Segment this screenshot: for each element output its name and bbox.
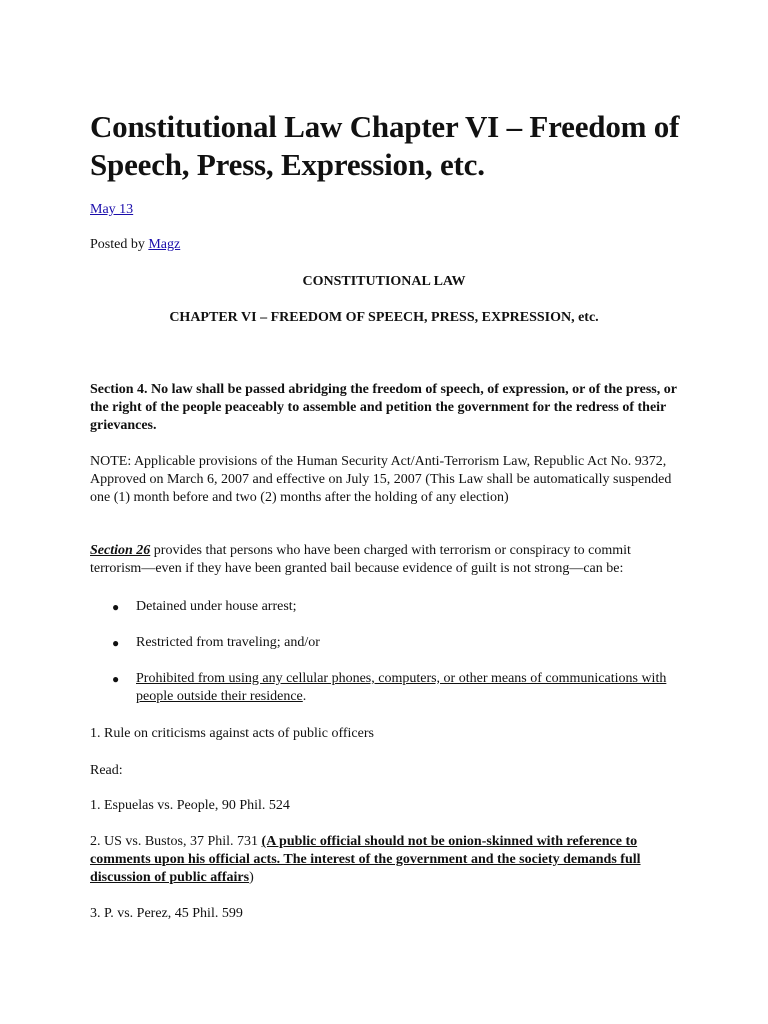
posted-by-label: Posted by (90, 237, 149, 252)
read-label: Read: (90, 763, 123, 778)
list-item-period: . (302, 689, 307, 704)
case-2 (90, 833, 690, 887)
bullet-icon: ● (112, 672, 120, 686)
rule-heading: 1. Rule on criticisms against acts of public officers (90, 726, 374, 741)
case-2-citation: 2. US vs. Bustos, 37 Phil. 731 (90, 834, 262, 849)
list-item-text: Restricted from traveling; and/or (136, 635, 320, 650)
constitutional-law-heading: CONSTITUTIONAL LAW (302, 274, 466, 289)
case-1: 1. Espuelas vs. People, 90 Phil. 524 (90, 798, 290, 813)
section-26-ref: Section 26 (90, 543, 151, 558)
list-item (90, 598, 690, 616)
section-26-text: provides that persons who have been charged with terrorism or conspiracy to commit terrorism—even if they have been granted bail because evidence of guilt is not strong—can be: (90, 543, 631, 576)
note-paragraph: NOTE: Applicable provisions of the Human Security Act/Anti-Terrorism Law, Republic Act No. 9372, Approved on March 6, 2007 and effective on July 15, 2007 (This Law shall be automatically suspended one (1) month before and two (2) months after the holding of any election) (90, 454, 672, 505)
list-item-text: Prohibited from using any cellular phones, computers, or other means of communications with people outside their residence (136, 671, 667, 704)
section-26-paragraph (90, 542, 680, 578)
case-2-close-paren: ) (249, 870, 254, 885)
bullet-icon: ● (112, 636, 120, 650)
case-3: 3. P. vs. Perez, 45 Phil. 599 (90, 906, 243, 921)
list-item (90, 634, 690, 652)
bullet-icon: ● (112, 600, 120, 614)
section-4-paragraph: Section 4. No law shall be passed abridging the freedom of speech, of expression, or of the press, or the right of the people peaceably to assemble and petition the government for the redress of their grievances. (90, 382, 677, 433)
author-link[interactable]: Magz (148, 237, 181, 252)
restrictions-list (90, 598, 690, 724)
posted-by (90, 237, 180, 253)
chapter-heading: CHAPTER VI – FREEDOM OF SPEECH, PRESS, EXPRESSION, etc. (169, 310, 599, 325)
post-date (90, 202, 133, 218)
article-title: Constitutional Law Chapter VI – Freedom of Speech, Press, Expression, etc. (90, 109, 680, 182)
date-link[interactable]: May 13 (90, 202, 134, 217)
case-2-annotation: (A public official should not be onion-skinned with reference to comments upon his official acts. The interest of the government and the society demands full discussion of public affairs (90, 834, 641, 885)
list-item-text: Detained under house arrest; (136, 599, 297, 614)
list-item (90, 670, 690, 706)
